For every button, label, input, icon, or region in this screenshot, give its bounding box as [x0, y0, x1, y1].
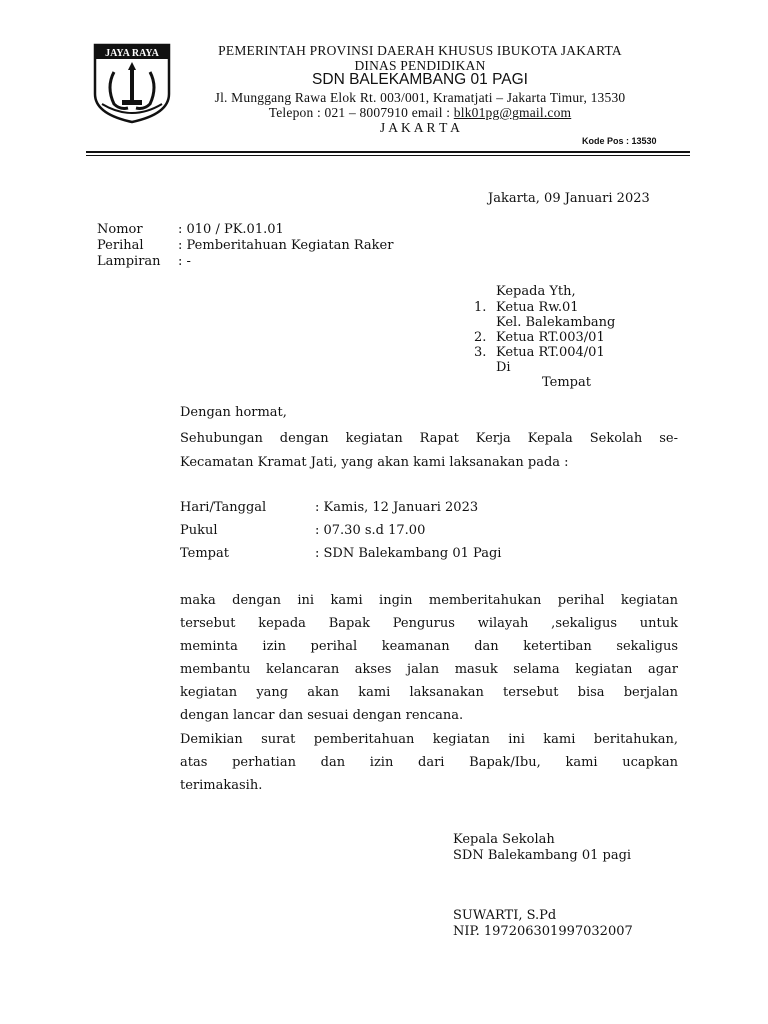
detail-label: Pukul — [180, 523, 218, 538]
detail-label: Tempat — [180, 546, 229, 561]
closing-line: terimakasih. — [180, 778, 263, 793]
detail-value: : 07.30 s.d 17.00 — [315, 523, 426, 538]
kop-email-link[interactable]: blk01pg@gmail.com — [453, 105, 572, 120]
paragraph-line: maka dengan ini kami ingin memberitahukan perihal kegiatan — [180, 593, 678, 608]
recipient-item-number: 2. — [474, 330, 487, 345]
signature-nip: NIP. 197206301997032007 — [453, 924, 633, 939]
kop-address: Jl. Munggang Rawa Elok Rt. 003/001, Kramatjati – Jakarta Timur, 13530 — [214, 90, 626, 105]
intro-line: Sehubungan dengan kegiatan Rapat Kerja Kepala Sekolah se- — [180, 431, 678, 446]
recipient-item: Ketua Rw.01 — [496, 300, 579, 315]
paragraph-line: kegiatan yang akan kami laksanakan tersebut bisa berjalan — [180, 685, 678, 700]
kop-school-name: SDN BALEKAMBANG 01 PAGI — [312, 71, 528, 88]
kop-government: PEMERINTAH PROVINSI DAERAH KHUSUS IBUKOTA JAKARTA — [218, 43, 622, 58]
signature-title: Kepala Sekolah — [453, 832, 555, 847]
intro-line: Kecamatan Kramat Jati, yang akan kami laksanakan pada : — [180, 455, 569, 470]
paragraph-line: membantu kelancaran akses jalan masuk selama kegiatan agar — [180, 662, 678, 677]
lampiran-value: : - — [178, 254, 191, 269]
kop-department: DINAS PENDIDIKAN — [354, 58, 486, 73]
paragraph-line: dengan lancar dan sesuai dengan rencana. — [180, 708, 464, 723]
recipient-item: Ketua RT.003/01 — [496, 330, 605, 345]
letter-date: Jakarta, 09 Januari 2023 — [488, 191, 650, 206]
detail-value: : SDN Balekambang 01 Pagi — [315, 546, 502, 561]
recipient-greeting: Kepada Yth, — [496, 284, 576, 299]
kop-contact — [140, 105, 700, 121]
kop-divider-thin — [86, 155, 690, 156]
paragraph-line: tersebut kepada Bapak Pengurus wilayah ,sekaligus untuk — [180, 616, 678, 631]
logo-text: JAYA RAYA — [105, 48, 159, 59]
detail-label: Hari/Tanggal — [180, 500, 267, 515]
kop-postal-code: Kode Pos : 13530 — [582, 136, 657, 146]
kop-phone: Telepon : 021 – 8007910 email : — [268, 105, 454, 120]
closing-line: atas perhatian dan izin dari Bapak/Ibu, kami ucapkan — [180, 755, 678, 770]
closing-line: Demikian surat pemberitahuan kegiatan ini kami beritahukan, — [180, 732, 678, 747]
perihal-label: Perihal — [97, 238, 144, 253]
kop-city: J A K A R T A — [379, 120, 461, 135]
recipient-item: Kel. Balekambang — [496, 315, 616, 330]
lampiran-label: Lampiran — [97, 254, 161, 269]
salutation: Dengan hormat, — [180, 405, 287, 420]
recipient-item-number: 3. — [474, 345, 487, 360]
recipient-item: Ketua RT.004/01 — [496, 345, 605, 360]
signature-school: SDN Balekambang 01 pagi — [453, 848, 632, 863]
nomor-label: Nomor — [97, 222, 143, 237]
recipient-item-number: 1. — [474, 300, 487, 315]
recipient-tempat: Tempat — [542, 375, 591, 390]
perihal-value: : Pemberitahuan Kegiatan Raker — [178, 238, 394, 253]
recipient-di: Di — [496, 360, 511, 375]
kop-divider-thick — [86, 151, 690, 153]
paragraph-line: meminta izin perihal keamanan dan ketertiban sekaligus — [180, 639, 678, 654]
nomor-value: : 010 / PK.01.01 — [178, 222, 284, 237]
detail-value: : Kamis, 12 Januari 2023 — [315, 500, 479, 515]
signature-name: SUWARTI, S.Pd — [453, 908, 557, 923]
